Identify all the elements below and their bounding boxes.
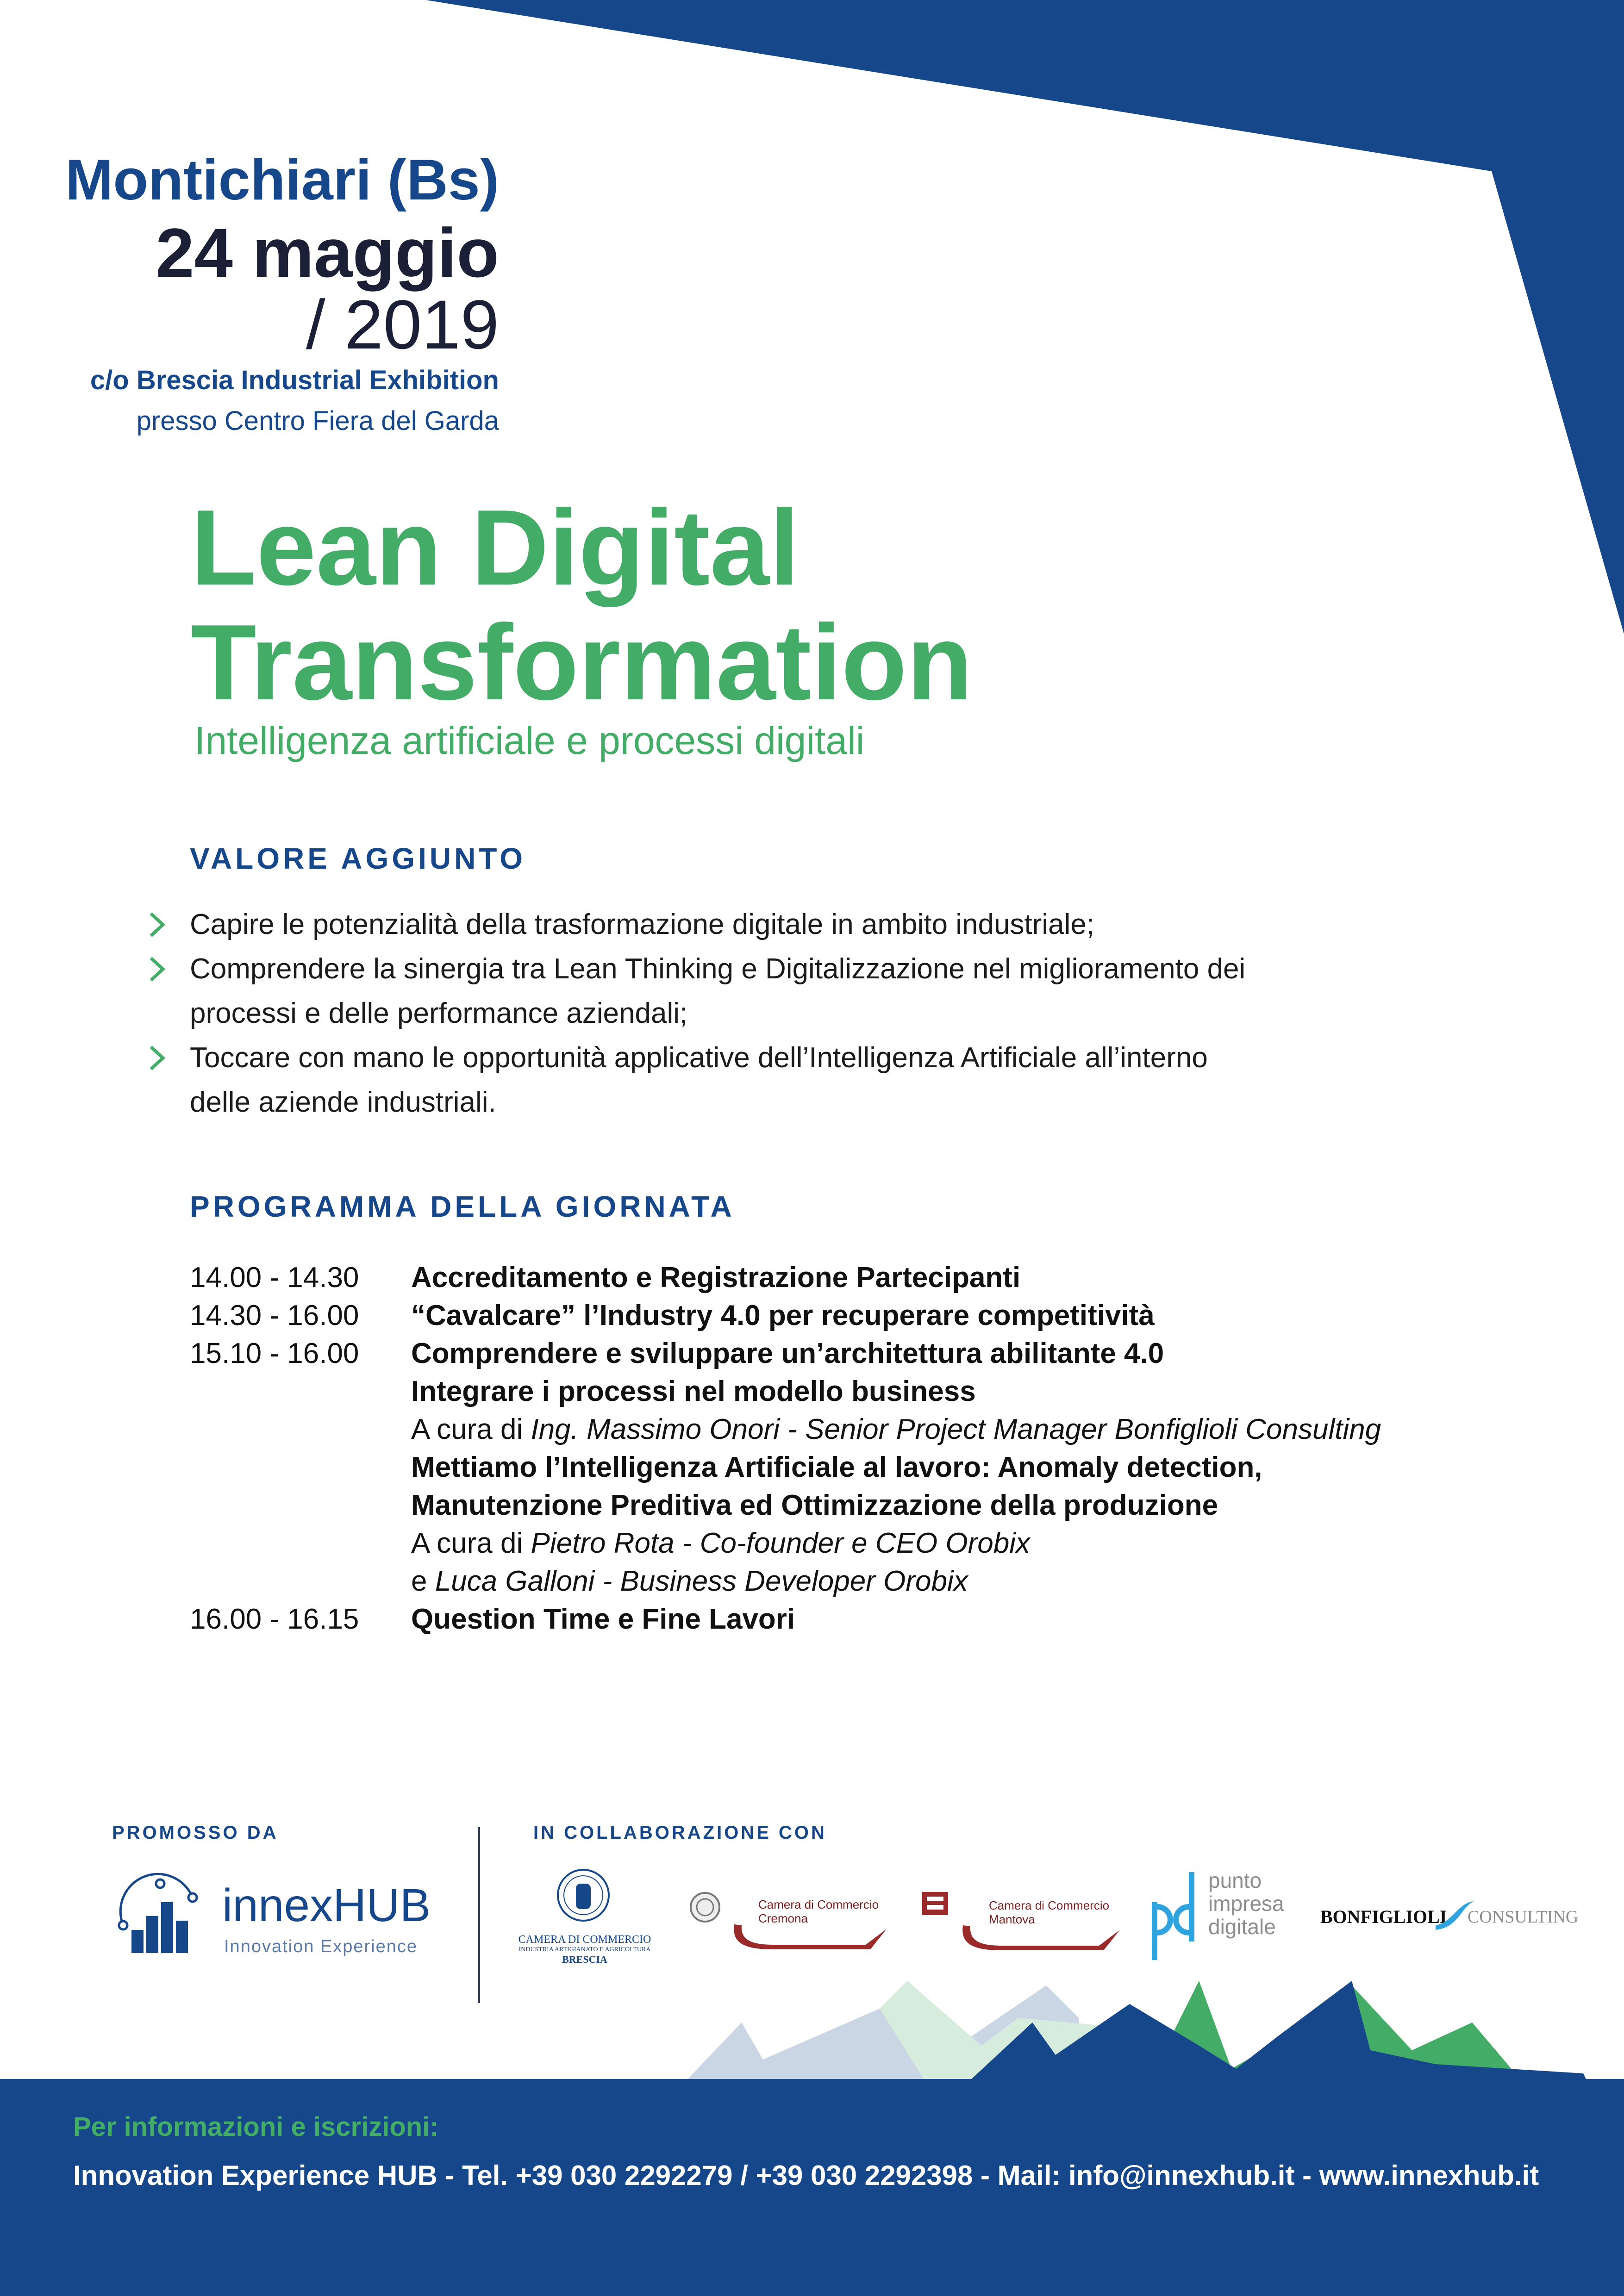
innexhub-logo-icon xyxy=(109,1870,206,1958)
event-city: Montichiari (Bs) xyxy=(65,148,499,212)
table-row xyxy=(190,1449,1440,1487)
row-title: Accreditamento e Registrazione Partecipanti xyxy=(411,1262,1021,1294)
camera-mantova-line2: Mantova xyxy=(989,1912,1035,1926)
event-date-year: / 2019 xyxy=(306,286,499,363)
pid-line1: punto xyxy=(1208,1868,1262,1892)
pid-logo-icon xyxy=(1148,1870,1199,1962)
camera-mantova-crest-icon xyxy=(920,1889,950,1919)
event-title-line2: Transformation xyxy=(191,603,973,722)
row-title: Mettiamo l’Intelligenza Artificiale al lavoro: Anomaly detection, xyxy=(411,1451,1262,1483)
camera-mantova-swoosh-icon xyxy=(960,1922,1122,1954)
list-item xyxy=(190,902,1255,947)
speaker-name: Ing. Massimo Onori - Senior Project Manager Bonfiglioli Consulting xyxy=(531,1413,1381,1445)
bonfiglioli-logo-consulting: CONSULTING xyxy=(1468,1907,1579,1927)
camera-brescia-line2: INDUSTRIA ARTIGIANATO E AGRICOLTURA xyxy=(518,1946,651,1953)
row-time: 14.30 - 16.00 xyxy=(190,1300,359,1332)
row-time xyxy=(190,1411,411,1449)
innexhub-tagline: Innovation Experience xyxy=(224,1937,418,1956)
programma-table xyxy=(190,1259,1440,1638)
row-title: Manutenzione Preditiva ed Ottimizzazione della produzione xyxy=(411,1489,1218,1521)
row-time xyxy=(190,1524,411,1562)
table-row xyxy=(190,1259,1440,1297)
row-time: 16.00 - 16.15 xyxy=(190,1603,359,1635)
row-time: 14.00 - 14.30 xyxy=(190,1262,359,1294)
table-row xyxy=(190,1487,1440,1524)
row-title: Integrare i processi nel modello business xyxy=(411,1375,976,1407)
promosso-label: PROMOSSO DA xyxy=(112,1823,279,1843)
speaker-name: Pietro Rota - Co-founder e CEO Orobix xyxy=(531,1527,1031,1559)
camera-mantova-line1: Camera di Commercio xyxy=(989,1898,1110,1912)
event-title xyxy=(191,488,973,722)
event-subtitle: Intelligenza artificiale e processi digitali xyxy=(194,719,865,762)
list-item-text: Capire le potenzialità della trasformazione digitale in ambito industriale; xyxy=(190,908,1095,940)
event-date-day: 24 maggio xyxy=(156,214,499,292)
list-item-text: Toccare con mano le opportunità applicative dell’Intelligenza Artificiale all’interno delle aziende industriali. xyxy=(190,1042,1208,1118)
camera-brescia-seal-icon xyxy=(556,1865,611,1930)
event-title-line1: Lean Digital xyxy=(191,488,800,608)
camera-cremona-line1: Camera di Commercio xyxy=(758,1898,879,1911)
innexhub-name-a: innex xyxy=(222,1879,333,1931)
row-time xyxy=(190,1373,411,1411)
collab-label: IN COLLABORAZIONE CON xyxy=(533,1823,827,1843)
row-time xyxy=(190,1487,411,1524)
pid-line3: digitale xyxy=(1208,1915,1276,1939)
chevron-right-icon xyxy=(147,1044,167,1072)
event-venue-detail: presso Centro Fiera del Garda xyxy=(136,406,499,436)
camera-cremona-seal-icon xyxy=(689,1891,721,1923)
chevron-right-icon xyxy=(147,955,167,983)
table-row xyxy=(190,1600,1440,1638)
chevron-right-icon xyxy=(147,911,167,939)
row-time: 15.10 - 16.00 xyxy=(190,1338,359,1369)
camera-cremona-swoosh-icon xyxy=(731,1921,889,1953)
row-time xyxy=(190,1449,411,1487)
list-item-text: Comprendere la sinergia tra Lean Thinking e Digitalizzazione nel miglioramento dei processi e delle performance aziendali; xyxy=(190,953,1246,1029)
table-row xyxy=(190,1562,1440,1600)
footer-contact: Innovation Experience HUB - Tel. +39 030 2292279 / +39 030 2292398 - Mail: info@innexhub.it - www.innexhub.it xyxy=(73,2160,1539,2191)
row-speaker xyxy=(411,1411,1381,1449)
camera-brescia-text xyxy=(518,1934,652,1966)
row-title: “Cavalcare” l’Industry 4.0 per recuperare competitività xyxy=(411,1300,1155,1332)
pid-logo-text xyxy=(1208,1869,1284,1938)
camera-brescia-line3: BRESCIA xyxy=(562,1954,607,1965)
list-item xyxy=(190,1036,1255,1125)
row-title: Question Time e Fine Lavori xyxy=(411,1603,795,1635)
row-speaker xyxy=(411,1562,968,1600)
table-row xyxy=(190,1411,1440,1449)
row-time xyxy=(190,1562,411,1600)
speaker-prefix: A cura di xyxy=(411,1527,531,1559)
programma-heading: PROGRAMMA DELLA GIORNATA xyxy=(190,1190,735,1223)
row-title: Comprendere e sviluppare un’architettura abilitante 4.0 xyxy=(411,1338,1164,1369)
camera-brescia-line1: CAMERA DI COMMERCIO xyxy=(518,1934,651,1946)
innexhub-name-b: HUB xyxy=(333,1879,431,1931)
table-row xyxy=(190,1335,1440,1373)
valore-list xyxy=(190,902,1255,1125)
speaker-prefix: e xyxy=(411,1565,435,1597)
event-venue: c/o Brescia Industrial Exhibition xyxy=(90,365,499,395)
camera-cremona-line2: Cremona xyxy=(758,1911,808,1925)
footer-info-label: Per informazioni e iscrizioni: xyxy=(73,2112,439,2142)
table-row xyxy=(190,1373,1440,1411)
innexhub-logo-name xyxy=(222,1879,431,1932)
pid-line2: impresa xyxy=(1208,1892,1284,1916)
speaker-prefix: A cura di xyxy=(411,1413,531,1445)
row-speaker xyxy=(411,1524,1030,1562)
valore-heading: VALORE AGGIUNTO xyxy=(190,842,526,875)
bonfiglioli-logo-name: BONFIGLIOLI xyxy=(1320,1906,1447,1927)
list-item xyxy=(190,947,1255,1036)
sponsor-divider xyxy=(478,1827,480,2003)
speaker-name: Luca Galloni - Business Developer Orobix xyxy=(435,1565,968,1597)
table-row xyxy=(190,1524,1440,1562)
table-row xyxy=(190,1297,1440,1335)
